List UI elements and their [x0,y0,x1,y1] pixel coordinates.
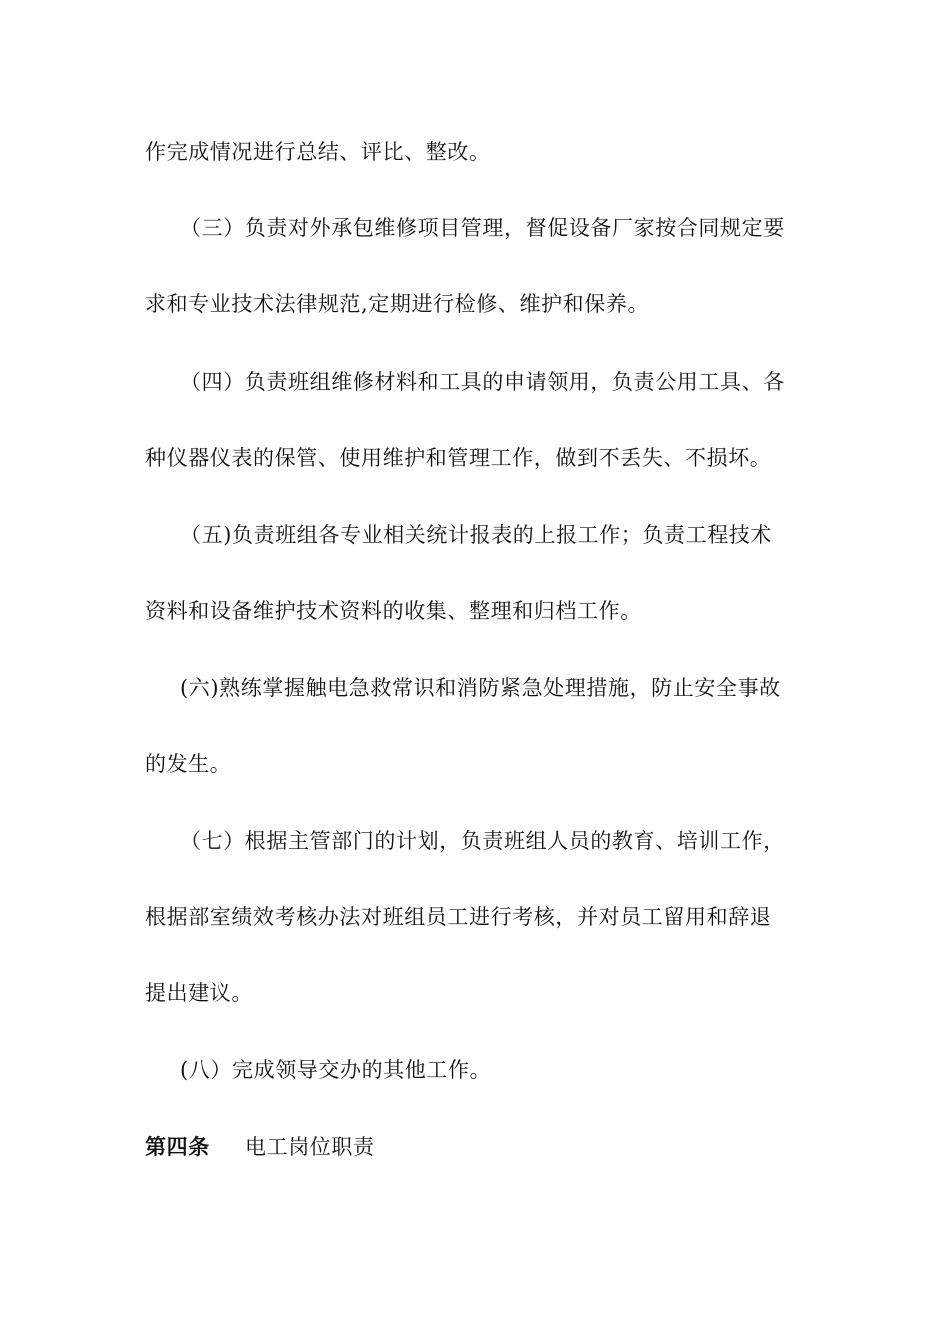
paragraph-line-continuation: 作完成情况进行总结、评比、整改。 [145,140,491,164]
paragraph-line-item-4: （四）负责班组维修材料和工具的申请领用，负责公用工具、各 [180,370,785,394]
section-heading-label: 第四条 [145,1134,210,1159]
paragraph-line-item-3-cont: 求和专业技术法律规范,定期进行检修、维护和保养。 [145,292,650,316]
paragraph-line-item-3: （三）负责对外承包维修项目管理，督促设备厂家按合同规定要 [180,216,785,240]
paragraph-line-item-4-cont: 种仪器仪表的保管、使用维护和管理工作，做到不丢失、不损坏。 [145,446,772,470]
paragraph-line-item-6-cont: 的发生。 [145,752,232,776]
paragraph-line-item-7: （七）根据主管部门的计划，负责班组人员的教育、培训工作， [180,829,785,853]
paragraph-line-item-8: (八）完成领导交办的其他工作。 [180,1058,492,1082]
paragraph-line-item-7-cont2: 提出建议。 [145,981,253,1005]
section-heading-title: 电工岗位职责 [245,1135,375,1159]
section-heading [145,1132,825,1162]
paragraph-line-item-7-cont: 根据部室绩效考核办法对班组员工进行考核，并对员工留用和辞退 [145,905,772,929]
paragraph-line-item-6: (六)熟练掌握触电急救常识和消防紧急处理措施，防止安全事故 [180,676,781,700]
paragraph-line-item-5: （五)负责班组各专业相关统计报表的上报工作；负责工程技术 [180,523,772,547]
paragraph-line-item-5-cont: 资料和设备维护技术资料的收集、整理和归档工作。 [145,599,642,623]
